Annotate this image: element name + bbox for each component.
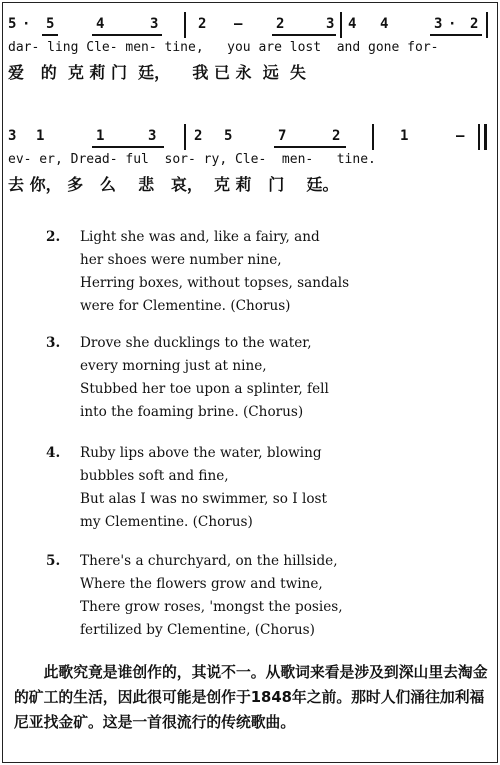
- note: 2: [332, 128, 341, 144]
- verse-line: Ruby lips above the water, blowing: [80, 445, 322, 461]
- bar-line: [184, 124, 186, 150]
- origin-note-paragraph: 此歌究竟是谁创作的，其说不一。从歌词来看是涉及到深山里去淘金的矿工的生活，因此很可能是创作于1848年之前。那时人们涌往加利福尼亚找金矿。这是一首很流行的传统歌曲。: [14, 664, 488, 731]
- note-dot: ·: [22, 16, 31, 32]
- note: 2: [194, 128, 203, 144]
- note: 4: [380, 16, 389, 32]
- lyrics-english-1: dar- ling Cle- men- tine, you are lost and gone for-: [8, 40, 439, 55]
- verse-number: 3.: [46, 335, 61, 351]
- final-bar-line: [484, 124, 487, 150]
- verse-number: 2.: [46, 229, 61, 245]
- note-dot: ·: [448, 16, 457, 32]
- note-beam: [42, 34, 58, 36]
- note: 4: [96, 16, 105, 32]
- note: 1: [96, 128, 105, 144]
- notation-line-1: [8, 14, 488, 36]
- note: 3: [434, 16, 443, 32]
- note: 2: [470, 16, 479, 32]
- note: 3: [148, 128, 157, 144]
- note-beam: [430, 34, 482, 36]
- note: 3: [326, 16, 335, 32]
- verse-line: But alas I was no swimmer, so I lost: [80, 491, 327, 507]
- note: 5: [224, 128, 233, 144]
- bar-line: [486, 12, 488, 38]
- verse-line: Light she was and, like a fairy, and: [80, 229, 320, 245]
- bar-line: [340, 12, 342, 38]
- note: 4: [348, 16, 357, 32]
- note-beam: [272, 34, 336, 36]
- verse-line: were for Clementine. (Chorus): [80, 298, 291, 314]
- note: 7: [278, 128, 287, 144]
- verse-line: into the foaming brine. (Chorus): [80, 404, 304, 420]
- note-beam: [274, 146, 346, 148]
- verse-line: Drove she ducklings to the water,: [80, 335, 312, 351]
- lyrics-chinese-2: 去 你， 多 么 悲 哀， 克 莉 门 廷。: [8, 175, 339, 194]
- note-dash: –: [456, 128, 465, 144]
- verse-line: Where the flowers grow and twine,: [80, 576, 323, 592]
- notation-line-2: [8, 126, 488, 148]
- verse-line: every morning just at nine,: [80, 358, 267, 374]
- note: 1: [36, 128, 45, 144]
- note: 1: [400, 128, 409, 144]
- note-dash: –: [234, 16, 243, 32]
- note: 3: [150, 16, 159, 32]
- note: 5: [8, 16, 17, 32]
- verse-line: my Clementine. (Chorus): [80, 514, 253, 530]
- bar-line: [478, 124, 480, 150]
- verse-line: her shoes were number nine,: [80, 252, 282, 268]
- verse-line: bubbles soft and fine,: [80, 468, 229, 484]
- note: 5: [46, 16, 55, 32]
- verse-line: There's a churchyard, on the hillside,: [80, 553, 338, 569]
- verse-line: Herring boxes, without topses, sandals: [80, 275, 350, 291]
- lyrics-english-2: ev- er, Dread- ful sor- ry, Cle- men- tine.: [8, 152, 376, 167]
- note-beam: [92, 34, 162, 36]
- note: 2: [198, 16, 207, 32]
- verse-line: There grow roses, 'mongst the posies,: [80, 599, 343, 615]
- verse-number: 5.: [46, 553, 61, 569]
- note-beam: [92, 146, 164, 148]
- verse-line: Stubbed her toe upon a splinter, fell: [80, 381, 329, 397]
- verse-line: fertilized by Clementine, (Chorus): [80, 622, 315, 638]
- bar-line: [184, 12, 186, 38]
- note: 3: [8, 128, 17, 144]
- lyrics-chinese-1: 爱 的 克 莉 门 廷， 我 已 永 远 失: [8, 63, 306, 82]
- verse-number: 4.: [46, 445, 61, 461]
- bar-line: [372, 124, 374, 150]
- note: 2: [276, 16, 285, 32]
